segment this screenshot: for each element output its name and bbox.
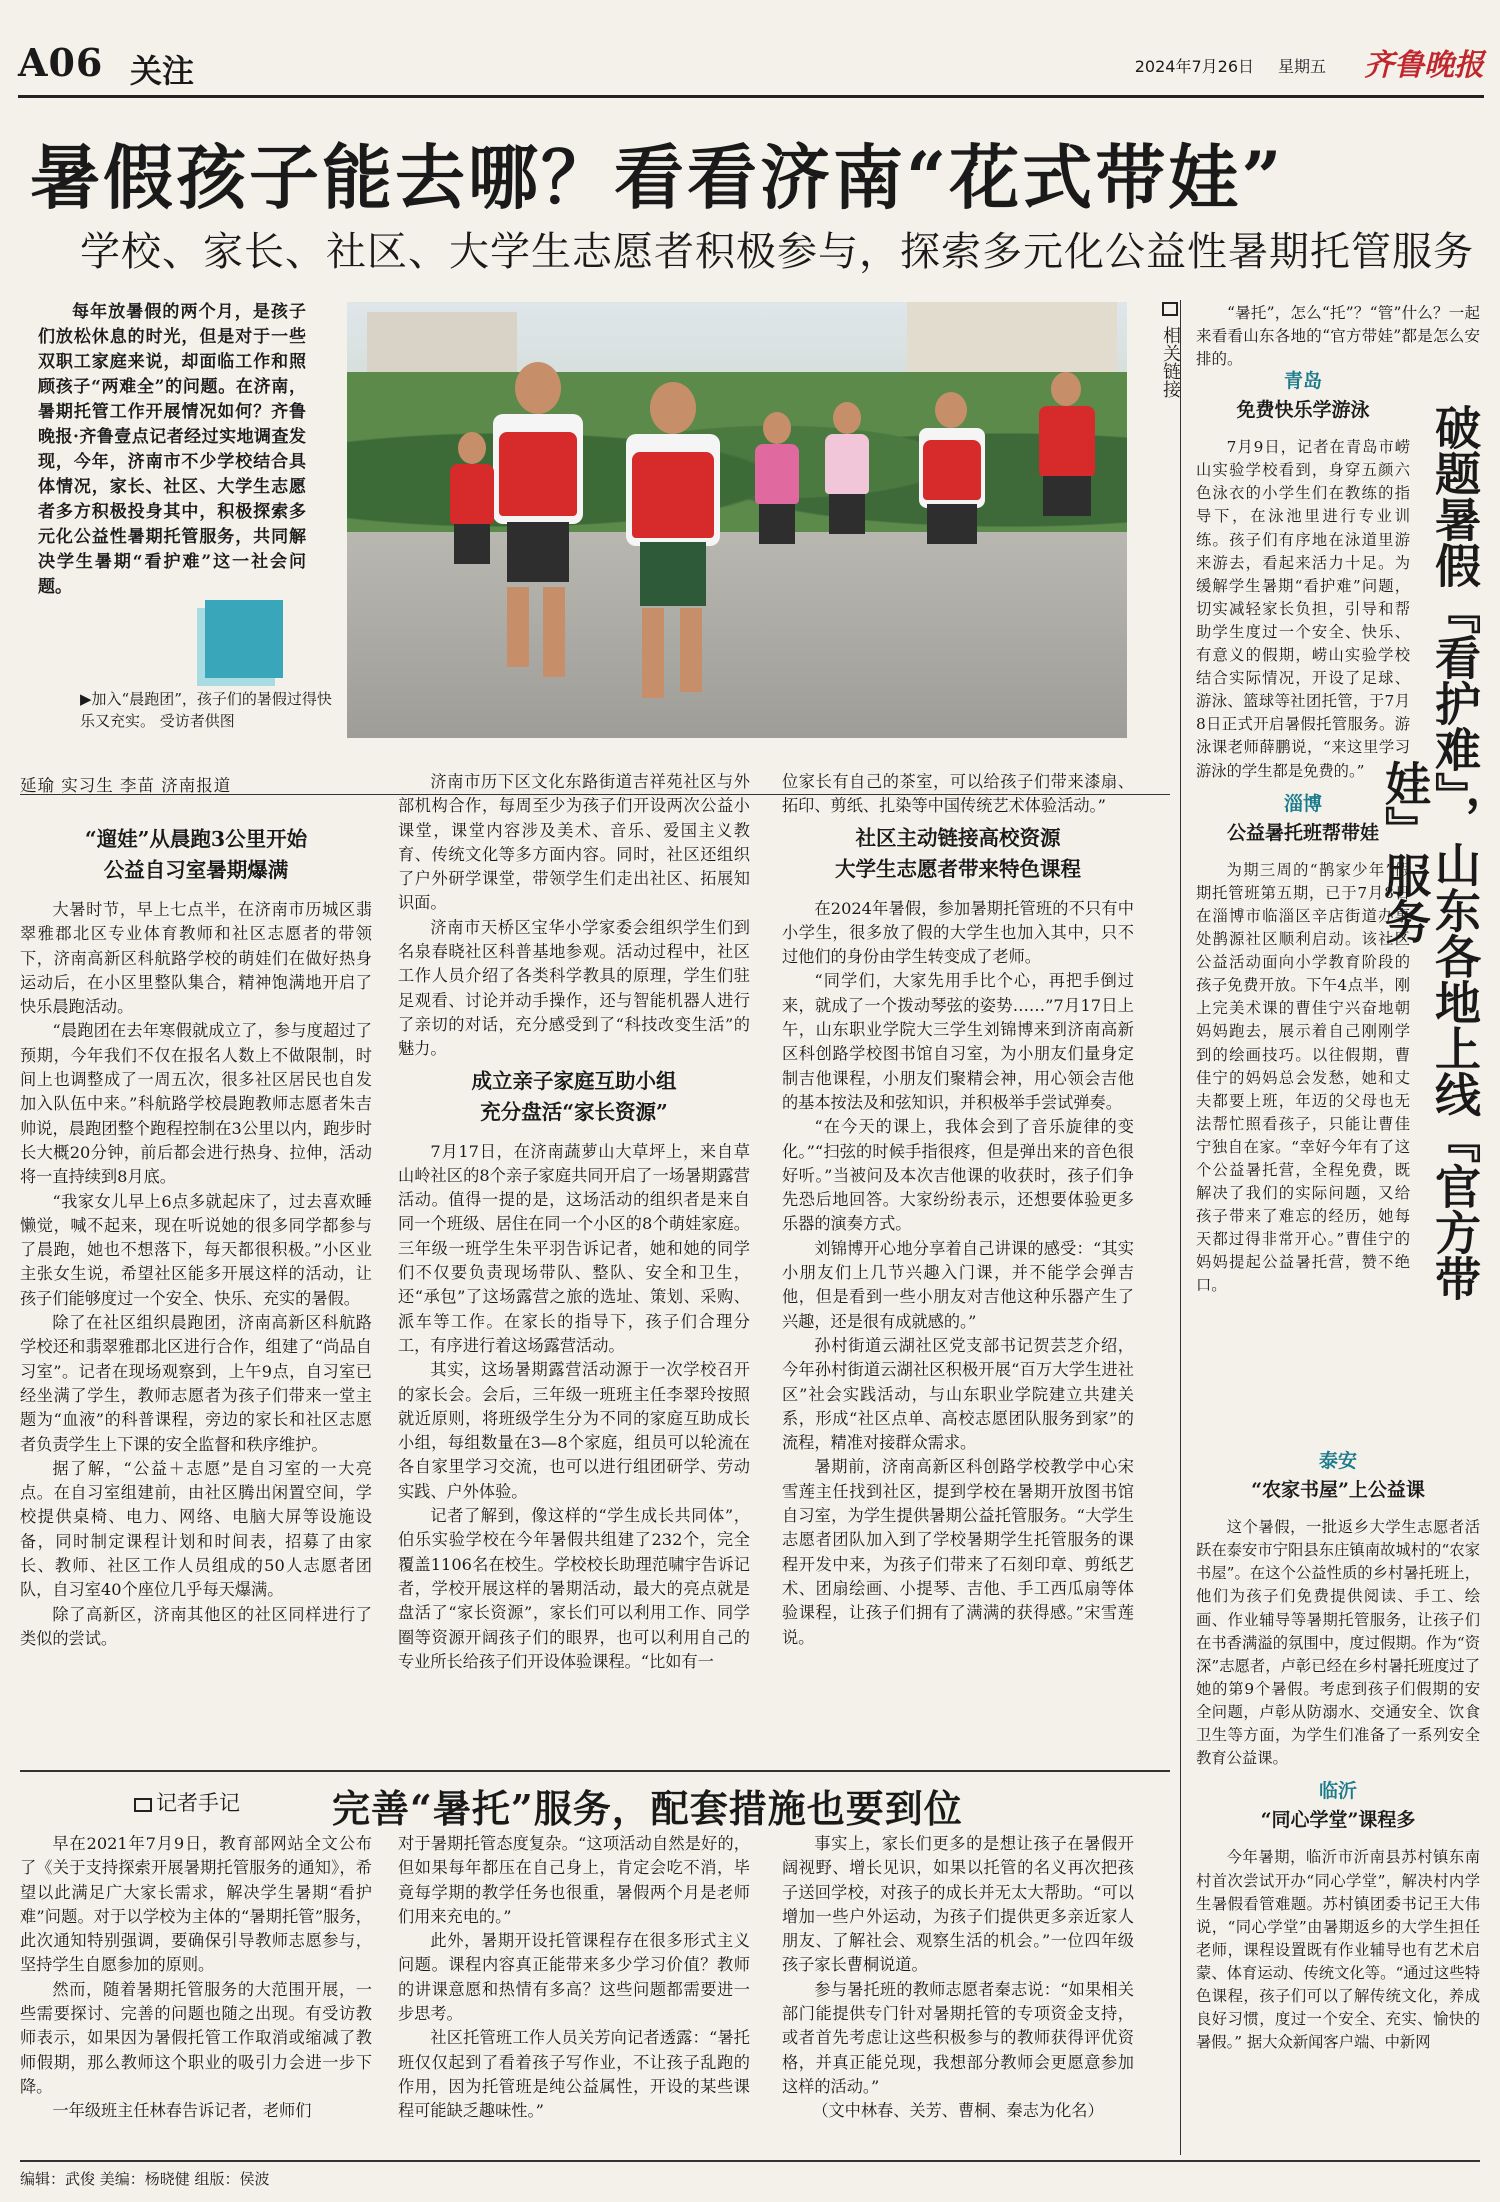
paragraph: 除了在社区组织晨跑团，济南高新区科航路学校还和翡翠雅郡北区进行合作，组建了“尚品自习室”。记者在现场观察到，上午9点，自习室已经坐满了学生，教师志愿者为孩子们带来一堂主题为“血液”的科普课程，旁边的家长和社区志愿者负责学生上下课的安全监督和秩序维护。 [20, 1313, 372, 1454]
paragraph: 记者了解到，像这样的“学生成长共同体”，伯乐实验学校在今年暑假共组建了232个，完全覆盖1106名在校生。学校校长助理范啸宇告诉记者，学校开展这样的暑期活动，最大的亮点就是盘活了“家长资源”，家长们可以利用工作、同学圈等资源开阔孩子们的眼界，也可以利用自己的专业所长给孩子们开设体验课程。“比如有一 [398, 1506, 750, 1671]
paragraph: 刘锦博开心地分享着自己讲课的感受：“其实小朋友们上几节兴趣入门课，并不能学会弹吉他，但是看到一些小朋友对吉他这种乐器产生了兴趣，还是很有成就感的。” [782, 1238, 1134, 1331]
sidebar-items [1196, 360, 1410, 1298]
photo-runner [612, 382, 732, 712]
paragraph: 一年级班主任林春告诉记者，老师们 [52, 2101, 312, 2121]
paragraph: “在今天的课上，我体会到了音乐旋律的变化。”“扫弦的时候手指很疼，但是弹出来的音色很好听。”当被问及本次吉他课的收获时，孩子们争先恐后地回答。大家纷纷表示，还想要体验更多乐器的演奏方式。 [782, 1117, 1134, 1234]
city-name: 泰安 [1318, 1450, 1357, 1472]
city-name: 淄博 [1283, 792, 1322, 815]
sidebar-vertical-title: 破题暑假『看护难』，山东各地上线『官方带娃』服务 [1378, 403, 1482, 1301]
commentary-tag: 记者手记 [134, 1787, 240, 1817]
section-title: 社区主动链接高校资源 大学生志愿者带来特色课程 [835, 825, 1081, 881]
decorative-block [205, 600, 283, 678]
city-item-body: 今年暑期，临沂市沂南县苏村镇东南村首次尝试开办“同心学堂”，解决村内学生暑假看管难题。苏村镇团委书记王大伟说，“同心学堂”由暑期返乡的大学生担任老师，课程设置既有作业辅导也有艺术启蒙、体育运动、传统文化等。“通过这些特色课程，孩子们可以了解传统文化，养成良好习惯，度过一个安全、充实、愉快的暑假。” 据大众新闻客户端、中新网 [1196, 1848, 1480, 2052]
paragraph: 7月17日，在济南蔬萝山大草坪上，来自草山岭社区的8个亲子家庭共同开启了一场暑期露营活动。值得一提的是，这场活动的组织者是来自同一个班级、居住在同一个小区的8个萌娃家庭。三年级一班学生朱平羽告诉记者，她和她的同学们不仅要负责现场带队、整队、安全和卫生，还“承包”了这场露营之旅的选址、策划、采购、派车等工作。在家长的指导下，孩子们合理分工，有序进行着这场露营活动。 [398, 1141, 750, 1355]
byline: 延瑜 实习生 李苗 济南报道 [20, 776, 232, 795]
paper-logo: 齐鲁晚报 [1364, 48, 1484, 83]
paragraph: 暑期前，济南高新区科创路学校教学中心宋雪莲主任找到社区，提到学校在暑期开放图书馆自习室，为学生提供暑期公益托管服务。“大学生志愿者团队加入到了学校暑期学生托管服务的课程开发中来，为孩子们带来了石刻印章、剪纸艺术、团扇绘画、小提琴、吉他、手工西瓜扇等体验课程，让孩子们拥有了满满的获得感。”宋雪莲说。 [782, 1457, 1134, 1647]
commentary-column-2 [398, 1832, 750, 2124]
paragraph: 事实上，家长们更多的是想让孩子在暑假开阔视野、增长见识，如果以托管的名义再次把孩子送回学校，对孩子的成长并无太大帮助。“可以增加一些户外运动，为孩子们提供更多亲近家人朋友、了解社会、观察生活的机会。”一位四年级孩子家长曹桐说道。 [782, 1834, 1134, 1975]
paragraph: 位家长有自己的茶室，可以给孩子们带来漆扇、拓印、剪纸、扎染等中国传统艺术体验活动。” [782, 772, 1134, 816]
city-name: 临沂 [1318, 1780, 1357, 1803]
masthead [18, 34, 1484, 98]
paragraph: 孙村街道云湖社区党支部书记贺芸芝介绍，今年孙村街道云湖社区积极开展“百万大学生进社区”社会实践活动，与山东职业学院建立共建关系，形成“社区点单、高校志愿团队服务到家”的流程，精准对接群众需求。 [782, 1335, 1134, 1453]
related-links-tag: 相关链接 [1156, 302, 1184, 398]
paragraph: 对于暑期托管态度复杂。“这项活动自然是好的，但如果每年都压在自己身上，肯定会吃不消，毕竟每学期的教学任务也很重，暑假两个月是老师们用来充电的。” [398, 1834, 750, 1926]
column-rule [1180, 300, 1181, 2155]
paragraph: 此外，暑期开设托管课程存在很多形式主义问题。课程内容真正能带来多少学习价值？教师的讲课意愿和热情有多高？这些问题都需要进一步思考。 [398, 1931, 750, 2024]
box-icon [1162, 302, 1178, 316]
page-code: A06 [18, 40, 104, 85]
photo-child-runner [747, 412, 807, 632]
rule [20, 1770, 1170, 1772]
paragraph: 然而，随着暑期托管服务的大范围开展，一些需要探讨、完善的问题也随之出现。有受访教师表示，如果因为暑假托管工作取消或缩减了教师假期，那么教师这个职业的吸引力会进一步下降。 [20, 1979, 372, 2096]
section-title: “遛娃”从晨跑3公里开始 公益自习室暑期爆满 [84, 827, 308, 882]
footer-credits: 编辑：武俊 美编：杨晓健 组版：侯波 [20, 2170, 270, 2188]
paragraph: 在2024年暑假，参加暑期托管班的不只有中小学生，很多放了假的大学生也加入其中，只不过他们的身份由学生转变成了老师。 [782, 898, 1134, 967]
city-item-body: 为期三周的“鹊家少年”假期托管班第五期，已于7月8日在淄博市临淄区辛店街道办事处鹊源社区顺利启动。该社区公益活动面向小学教育阶段的孩子免费开放。下午4点半，刚上完美术课的曹佳宁兴奋地朝妈妈跑去，展示着自己刚刚学到的绘画技巧。以往假期，曹佳宁的妈妈总会发愁，她和丈夫都要上班，年迈的父母也无法帮忙照看孩子，只能让曹佳宁独自在家。“幸好今年有了这个公益暑托营，全程免费，既解决了我们的实际问题，又给孩子带来了难忘的经历，她每天都过得非常开心。”曹佳宁的妈妈提起公益暑托营，赞不绝口。 [1196, 860, 1410, 1295]
section-title: 成立亲子家庭互助小组 充分盘活“家长资源” [471, 1068, 677, 1124]
paragraph: 大暑时节，早上七点半，在济南市历城区翡翠雅郡北区专业体育教师和社区志愿者的带领下，济南高新区科航路学校的萌娃们在做好热身运动后，在小区里整队集合，精神饱满地开启了快乐晨跑活动。 [20, 900, 372, 1017]
city-name: 青岛 [1283, 370, 1322, 392]
city-item-title: “农家书屋”上公益课 [1251, 1479, 1425, 1502]
article-column-3 [782, 770, 1134, 1650]
city-item-title: 公益暑托班帮带娃 [1226, 821, 1379, 844]
article-column-2 [398, 770, 750, 1674]
paragraph: 参与暑托班的教师志愿者秦志说：“如果相关部门能提供专门针对暑期托管的专项资金支持，或者首先考虑让这些积极参与的教师获得评优资格，并真正能兑现，我想部分教师会更愿意参加这样的活动。” [782, 1979, 1134, 2096]
commentary-column-3 [782, 1832, 1134, 2124]
paragraph: 济南市历下区文化东路街道吉祥苑社区与外部机构合作，每周至少为孩子们开设两次公益小课堂，课堂内容涉及美术、音乐、爱国主义教育、传统文化等多方面内容。同时，社区还组织了户外研学课堂，带领学生们走出社区、拓展知识面。 [398, 772, 750, 913]
news-photo [347, 302, 1127, 738]
commentary-column-1 [20, 1832, 372, 2124]
box-icon [134, 1798, 152, 1812]
photo-runner [1027, 372, 1107, 632]
city-item-body: 这个暑假，一批返乡大学生志愿者活跃在泰安市宁阳县东庄镇南故城村的“农家书屋”。在这个公益性质的乡村暑托班上，他们为孩子们免费提供阅读、手工、绘画、作业辅导等暑期托管服务，让孩子们在书香满溢的氛围中，度过假期。作为“资深”志愿者，卢彰已经在乡村暑托班度过了她的第9个暑假。考虑到孩子们假期的安全问题，卢彰从防溺水、交通安全、饮食卫生等方面，为学生们准备了一系列安全教育公益课。 [1196, 1518, 1480, 1768]
sidebar-intro: “暑托”，怎么“托”？“管”什么？一起来看看山东各地的“官方带娃”都是怎么安排的。 [1196, 304, 1480, 368]
photo-child-runner [817, 402, 877, 622]
paragraph: “晨跑团在去年寒假就成立了，参与度超过了预期，今年我们不仅在报名人数上不做限制，时间上也调整成了一周五次，很多社区居民也自发加入队伍中来。”科航路学校晨跑教师志愿者朱吉帅说，晨跑团整个跑程控制在3公里以内，跑步时长大概20分钟，前后都会进行热身、拉伸，活动将一直持续到8月底。 [20, 1021, 372, 1187]
paragraph: “我家女儿早上6点多就起床了，过去喜欢睡懒觉，喊不起来，现在听说她的很多同学都参与了晨跑，她也不想落下，每天都很积极。”小区业主张女生说，希望社区能多开展这样的活动，让孩子们能够度过一个安全、快乐、充实的暑假。 [20, 1191, 372, 1308]
city-item-body: 7月9日，记者在青岛市崂山实验学校看到，身穿五颜六色泳衣的小学生们在教练的指导下，在泳池里进行专业训练。孩子们有序地在泳道里游来游去，看起来活力十足。为缓解学生暑期“看护难”问题，切实减轻家长负担，引导和帮助学生度过一个安全、快乐、有意义的假期，崂山实验学校结合实际情况，开设了足球、游泳、篮球等社团托管，于7月8日正式开启暑假托管服务。游泳课老师薛鹏说，“来这里学习游泳的学生都是免费的。” [1196, 438, 1410, 780]
article-column-1 [20, 820, 372, 1651]
commentary-title: 完善“暑托”服务，配套措施也要到位 [332, 1786, 963, 1831]
paragraph: 早在2021年7月9日，教育部网站全文公布了《关于支持探索开展暑期托管服务的通知》，希望以此满足广大家长需求，解决学生暑期“看护难”问题。对于以学校为主体的“暑期托管”服务，此次通知特别强调，要确保引导教师志愿参与，坚持学生自愿参加的原则。 [20, 1834, 372, 1975]
city-item-title: “同心学堂”课程多 [1260, 1809, 1416, 1832]
paragraph: 据了解，“公益＋志愿”是自习室的一大亮点。在自习室组建前，由社区腾出闲置空间，学校提供桌椅、电力、网络、电脑大屏等设施设备，同时制定课程计划和时间表，招募了由家长、教师、社区工作人员组成的50人志愿者团队，自习室40个座位几乎每天爆满。 [20, 1458, 372, 1600]
lede-paragraph: 每年放暑假的两个月，是孩子们放松休息的时光，但是对于一些双职工家庭来说，却面临工作和照顾孩子“两难全”的问题。在济南，暑期托管工作开展情况如何？齐鲁晚报·齐鲁壹点记者经过实地调查发现，今年，济南市不少学校结合具体情况，家长、社区、大学生志愿者多方积极投身其中，积极探索多元化公益性暑期托管服务，共同解决学生暑期“看护难”这一社会问题。 [38, 302, 306, 597]
paragraph: 济南市天桥区宝华小学家委会组织学生们到名泉春晓社区科普基地参观。活动过程中，社区工作人员介绍了各类科学教具的原理，学生们驻足观看、讨论并动手操作，还与智能机器人进行了亲切的对话，充分感受到了“科技改变生活”的魅力。 [398, 917, 750, 1059]
photo-runner [907, 392, 997, 652]
paragraph: 其实，这场暑期露营活动源于一次学校召开的家长会。会后，三年级一班班主任李翠玲按照就近原则，将班级学生分为不同的家庭互助成长小组，每组数量在3—8个家庭，组员可以轮流在各自家里学习交流，也可以进行组团研学、劳动实践、户外体验。 [398, 1360, 750, 1501]
signoff: （文中林春、关芳、曹桐、秦志为化名） [812, 2101, 1104, 2121]
city-item-title: 免费快乐学游泳 [1236, 399, 1370, 422]
section-label: 关注 [130, 52, 195, 90]
rule [20, 2160, 1480, 2162]
photo-caption: ▶加入“晨跑团”，孩子们的暑假过得快乐又充实。 受访者供图 [80, 690, 332, 730]
subheadline: 学校、家长、社区、大学生志愿者积极参与，探索多元化公益性暑期托管服务 [80, 229, 1474, 275]
paragraph: “同学们，大家先用手比个心，再把手倒过来，就成了一个拨动琴弦的姿势……”7月17日上午，山东职业学院大三学生刘锦博来到济南高新区科创路学校图书馆自习室，为小朋友们量身定制吉他课程，小朋友们聚精会神，用心领会吉他的基本按法及和弦知识，并积极举手尝试弹奏。 [782, 971, 1134, 1112]
sidebar-items-lower [1196, 1440, 1480, 2054]
paragraph: 社区托管班工作人员关芳向记者透露：“暑托班仅仅起到了看着孩子写作业，不让孩子乱跑的作用，因为托管班是纯公益属性，开设的某些课程可能缺乏趣味性。” [398, 2028, 750, 2121]
headline: 暑假孩子能去哪？看看济南“花式带娃” [30, 136, 1285, 219]
issue-weekday: 星期五 [1277, 57, 1326, 76]
paragraph: 除了高新区，济南其他区的社区同样进行了类似的尝试。 [20, 1604, 372, 1648]
issue-date: 2024年7月26日 [1134, 57, 1254, 76]
photo-child-runner [442, 432, 502, 652]
